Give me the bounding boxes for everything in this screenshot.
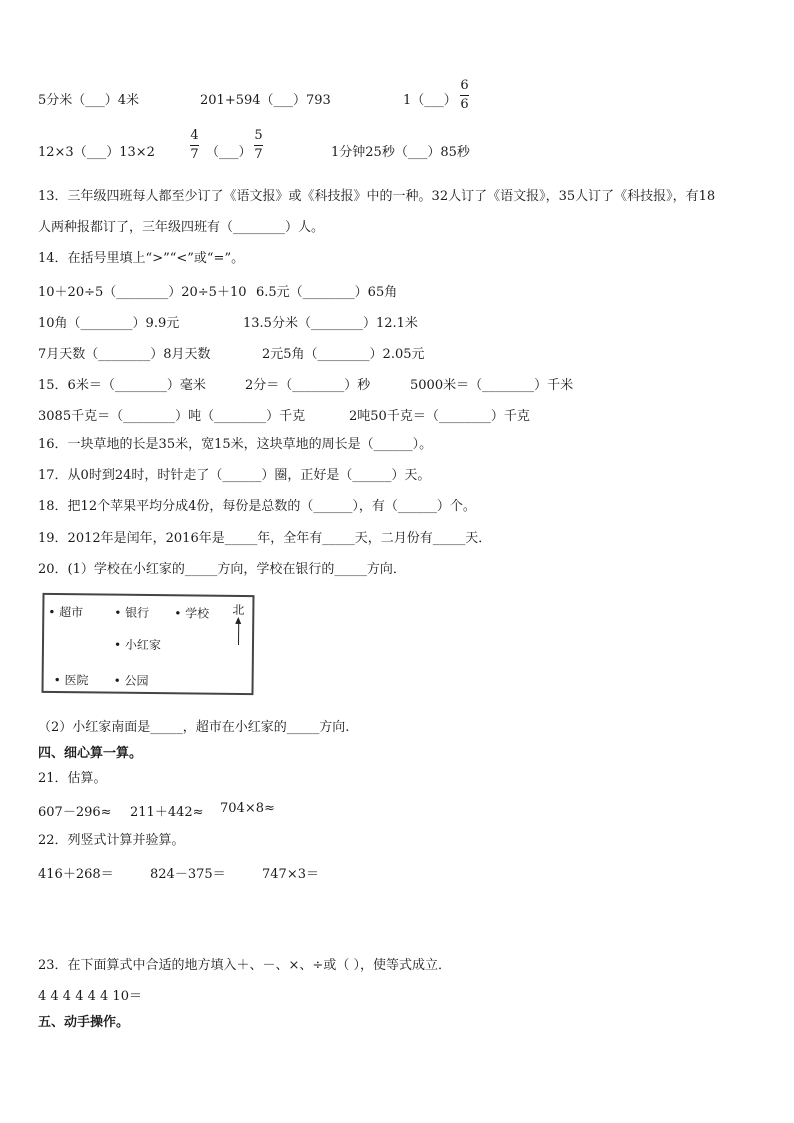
q14-row3-left: 7月天数（________）8月天数 [38,347,211,362]
map-label-park: • 公园 [113,673,149,689]
q14-row1-left: 10＋20÷5（________）20÷5＋10 [38,285,247,300]
q22-item-1: 416＋268＝ [38,867,114,882]
compare-item-5: 1分钟25秒（___）85秒 [331,145,470,160]
fraction-numerator: 4 [190,128,199,143]
north-arrow-icon [238,619,239,645]
compare-item-3: 1（___） [403,93,457,108]
fraction-4-7 [190,128,199,163]
q15-line1-b: 2分＝（________）秒 [245,378,371,393]
q22-item-2: 824－375＝ [150,867,226,882]
q21-title: 21．估算。 [38,771,107,786]
q19: 19．2012年是闰年，2016年是_____年，全年有_____天，二月份有_____天． [38,531,492,546]
map-label-school: • 学校 [174,606,210,621]
fraction-numerator: 5 [254,128,263,143]
q14-row3-right: 2元5角（________）2.05元 [262,347,425,362]
map-label-north: 北 [232,602,245,618]
q23-title: 23．在下面算式中合适的地方填入＋、－、×、÷或（ ），使等式成立． [38,958,451,973]
fraction-numerator: 6 [460,78,469,93]
compare-item-4: 12×3（___）13×2 [38,145,155,160]
compare-item-1: 5分米（___）4米 [38,93,140,108]
q14-row1-right: 6.5元（________）65角 [256,285,398,300]
fraction-bar [254,145,263,146]
q15-line2-a: 3085千克＝（________）吨（________）千克 [38,409,306,424]
fraction-5-7 [254,128,263,163]
q14-title: 14．在括号里填上“>”“<”或“=”。 [38,251,245,266]
compare-item-2: 201+594（___）793 [200,93,331,108]
direction-map [41,593,254,695]
section-5-heading: 五、动手操作。 [38,1015,130,1030]
section-4-heading: 四、细心算一算。 [38,746,143,761]
fraction-bar [190,145,199,146]
q16: 16．一块草地的长是35米，宽15米，这块草地的周长是（______）。 [38,437,433,452]
q17: 17．从0时到24时，时针走了（______）圈，正好是（______）天。 [38,468,431,483]
q23-expression: 4 4 4 4 4 4 10＝ [38,989,142,1004]
map-label-bank: • 银行 [114,605,150,621]
q21-item-2: 211＋442≈ [130,805,204,820]
q15-line1-a: 15．6米＝（________）毫米 [38,378,206,393]
q15-line2-b: 2吨50千克＝（________）千克 [349,409,530,424]
q15-line1-c: 5000米＝（________）千米 [410,378,574,393]
fraction-6-6 [460,78,469,113]
q14-row2-right: 13.5分米（________）12.1米 [243,316,418,331]
q21-item-1: 607－296≈ [38,805,112,820]
q13-line2: 人两种报都订了，三年级四班有（________）人。 [38,220,325,235]
fraction-denominator: 6 [460,97,469,112]
q18: 18．把12个苹果平均分成4份，每份是总数的（______），有（______）个。 [38,499,476,514]
map-label-supermarket: • 超市 [48,604,84,620]
fraction-denominator: 7 [190,147,199,162]
fraction-denominator: 7 [254,147,263,162]
q21-item-3: 704×8≈ [220,801,275,816]
compare-blank: （___） [206,145,252,160]
q20-part1: 20．(1）学校在小红家的_____方向，学校在银行的_____方向． [38,562,406,577]
q14-row2-left: 10角（________）9.9元 [38,316,180,331]
q22-item-3: 747×3＝ [262,867,319,882]
q13-line1: 13．三年级四班每人都至少订了《语文报》或《科技报》中的一种。32人订了《语文报》，35人订了《科技报》，有18 [38,189,716,204]
q22-title: 22．列竖式计算并验算。 [38,833,185,848]
map-label-home: • 小红家 [113,637,161,653]
q20-part2: （2）小红家南面是_____，超市在小红家的_____方向. [38,720,350,735]
map-label-hospital: • 医院 [53,673,89,688]
fraction-bar [460,95,469,96]
